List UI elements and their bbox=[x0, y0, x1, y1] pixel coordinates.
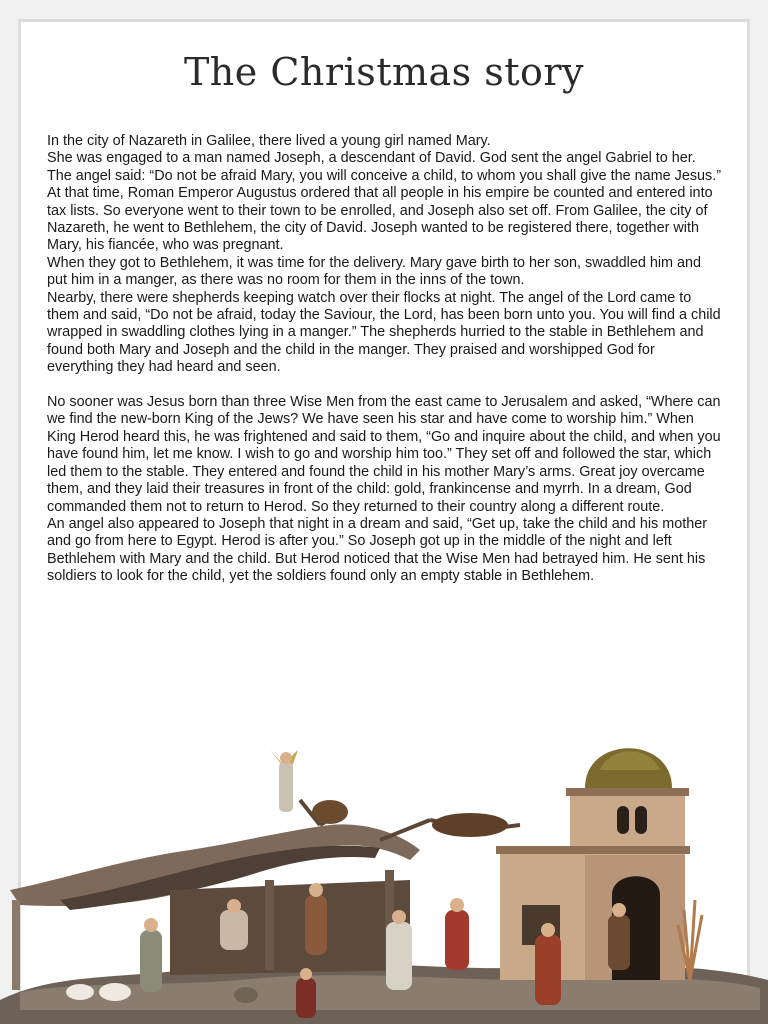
foliage bbox=[312, 800, 348, 824]
wooden-post bbox=[12, 900, 20, 990]
story-paragraph: At that time, Roman Emperor Augustus ordered that all people in his empire be counted and entered into tax lists. So everyone went to their town to be enrolled, and Joseph also set off. From Galilee, the city of Nazareth, he went to Bethlehem, the city of David. Joseph wanted to be registered there, together with Mary, his fiancée, who was pregnant. bbox=[47, 185, 713, 254]
story-text bbox=[47, 133, 723, 586]
tower-cornice bbox=[566, 788, 689, 796]
story-paragraph: In the city of Nazareth in Galilee, there lived a young girl named Mary. bbox=[47, 133, 491, 149]
nativity-scene-image bbox=[0, 730, 768, 1024]
story-paragraph: When they got to Bethlehem, it was time for the delivery. Mary gave birth to her son, swaddled him and put him in a manger, as there was no room for them in the inns of the town. bbox=[47, 254, 702, 289]
tower-cornice bbox=[496, 846, 690, 854]
story-paragraph: An angel also appeared to Joseph that night in a dream and said, “Get up, take the child and his mother and go from here to Egypt. Herod is after you.” So Joseph got up in the middle of the night and left Bethlehem with Mary and the child. But Herod noticed that the Wise Men had betrayed him. He sent his soldiers to look for the child, yet the soldiers found only an empty stable in Bethlehem. bbox=[47, 515, 707, 585]
figure bbox=[445, 898, 469, 970]
tower-window bbox=[617, 806, 629, 834]
story-paragraph: No sooner was Jesus born than three Wise Men from the east came to Jerusalem and asked, “Where can we find the new-born King of the Jews? We have seen his star and have come to worship him.” When King Herod heard this, he was frightened and said to them, “Go and inquire about the child, and when you have found him, let me know. I wish to go and worship him too.” They set off and followed the star, which led them to the stable. They entered and found the child in his mother Mary’s arms. Great joy overcame them, and they laid their treasures in front of the child: gold, frankincense and myrrh. In a dream, God commanded them not to return to Herod. So they returned to their country along a different route. bbox=[47, 394, 721, 515]
tower-window bbox=[635, 806, 647, 834]
story-paragraph: She was engaged to a man named Joseph, a descendant of David. God sent the angel Gabriel to her. The angel said: “Do not be afraid Mary, you will conceive a child, to whom you shall give the name Jesus.” bbox=[47, 150, 722, 184]
sheep-figure bbox=[66, 984, 94, 1000]
angel-figure bbox=[270, 750, 298, 812]
foliage bbox=[432, 813, 508, 837]
sheep-figure bbox=[99, 983, 131, 1001]
wooden-post bbox=[265, 880, 274, 970]
sheep-figure bbox=[234, 987, 258, 1003]
page-title: The Christmas story bbox=[183, 50, 585, 94]
stable-back bbox=[170, 880, 410, 975]
figure bbox=[140, 918, 162, 992]
paragraph-spacer bbox=[47, 377, 723, 394]
story-paragraph: Nearby, there were shepherds keeping watch over their flocks at night. The angel of the Lord came to them and said, “Do not be afraid, today the Saviour, the Lord, has been born unto you. You will find a child wrapped in swaddling clothes lying in a manger.” The shepherds hurried to the stable in Bethlehem and found both Mary and Joseph and the child in the manger. They praised and worshipped God for everything they had heard and seen. bbox=[47, 289, 721, 376]
